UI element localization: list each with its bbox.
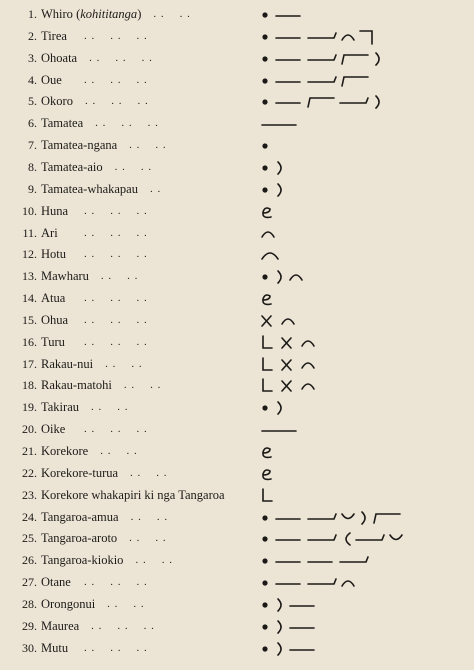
paren-mark	[278, 162, 281, 174]
entry-number: 7.	[28, 138, 37, 153]
entry-number: 6.	[28, 116, 37, 131]
dot-leader: . . . .	[130, 510, 169, 523]
list-item	[0, 549, 474, 571]
smile-mark	[342, 514, 354, 519]
moon-phase-marks	[0, 637, 474, 659]
dot-mark	[262, 275, 267, 280]
hook-dash-mark	[308, 98, 334, 107]
list-item	[0, 593, 474, 615]
entry-number: 16.	[22, 334, 37, 349]
entry-name-text: Otane	[41, 575, 71, 590]
hook-dash-mark	[374, 514, 400, 523]
dot-leader: . . . .	[100, 445, 138, 457]
open-curve-mark	[346, 533, 350, 545]
dot-leader: . . . .	[130, 466, 168, 479]
entry-number: 28.	[22, 596, 37, 611]
list-item	[0, 156, 474, 178]
list-item	[0, 374, 474, 396]
entry-name-text: Tirea	[41, 28, 67, 43]
moon-phase-marks	[0, 156, 474, 178]
entry-number: 12.	[22, 247, 37, 262]
moon-phase-marks	[0, 178, 474, 200]
entry-number: 18.	[22, 378, 37, 393]
entry-name-text: Okoro	[41, 94, 73, 109]
entry-number: 2.	[28, 28, 37, 43]
moon-phase-marks	[0, 69, 474, 91]
entry-name-text: Ohua	[41, 312, 69, 327]
entry-name-text: Korekore	[41, 444, 89, 458]
list-item	[0, 178, 474, 200]
entry-number: 10.	[22, 203, 37, 218]
cross-mark	[282, 381, 291, 391]
moon-phase-marks	[0, 418, 474, 440]
list-item	[0, 200, 474, 222]
dot-mark	[262, 34, 267, 39]
entry-name-text: Tamatea-whakapau	[41, 181, 138, 196]
dot-leader: . .	[150, 182, 162, 195]
moon-phase-marks	[0, 506, 474, 528]
bracket-mark	[360, 31, 372, 44]
ce-mark	[263, 295, 271, 304]
entry-name-text: Tangaroa-amua	[41, 509, 119, 524]
entry-name-text: Whiro	[41, 7, 73, 21]
list-item	[0, 134, 474, 156]
moon-phase-marks	[0, 527, 474, 549]
dot-leader: . . . . . .	[91, 619, 155, 632]
entry-name-text: Korekore-turua	[41, 465, 119, 480]
hook-dash-mark	[342, 55, 368, 64]
moon-phase-marks	[0, 90, 474, 112]
dot-leader: . . . . . .	[95, 117, 159, 130]
dot-leader: . . . . . .	[84, 226, 148, 239]
list-item	[0, 527, 474, 549]
list-item	[0, 637, 474, 659]
entry-name-text: Tangaroa-kiokio	[41, 553, 124, 568]
entry-number: 23.	[22, 487, 37, 502]
entry-number: 11.	[22, 225, 37, 240]
entry-name-text: Ari	[41, 225, 58, 240]
entry-name: Whiro (kohititanga)	[41, 7, 142, 21]
arch-mark	[262, 232, 274, 237]
cross-mark	[282, 338, 291, 348]
list-item	[0, 440, 474, 462]
moon-phase-marks	[0, 331, 474, 353]
arch-mark	[290, 275, 302, 280]
entry-name-text: Tangaroa-aroto	[41, 531, 118, 546]
entry-name-text: Mawharu	[41, 269, 89, 284]
moon-phase-marks	[0, 112, 474, 134]
dot-leader: . . . . . .	[89, 51, 153, 64]
dot-leader: . . . . . .	[84, 204, 148, 217]
ce-mark	[263, 448, 271, 457]
dash-hook-mark	[308, 535, 336, 540]
dot-mark	[262, 56, 267, 61]
dot-mark	[262, 559, 267, 564]
entry-number: 29.	[22, 618, 37, 633]
list-item	[0, 25, 474, 47]
dash-hook-mark	[308, 514, 336, 519]
dot-leader: . . . . . .	[84, 73, 148, 86]
list-item	[0, 69, 474, 91]
paren-mark	[278, 271, 281, 283]
ell-mark	[263, 358, 272, 370]
dot-leader: . . . .	[153, 8, 191, 20]
dot-leader: . . . .	[129, 139, 167, 152]
entry-number: 17.	[22, 356, 37, 371]
moon-phase-marks	[0, 287, 474, 309]
list-item	[0, 418, 474, 440]
ell-mark	[263, 489, 272, 501]
dot-mark	[262, 406, 267, 411]
dot-leader: . . . .	[105, 357, 143, 370]
entry-number: 9.	[28, 181, 37, 196]
entry-number: 26.	[22, 553, 37, 568]
entry-number: 15.	[22, 312, 37, 327]
moon-phase-marks	[0, 396, 474, 418]
entry-name-text: Oike	[41, 422, 66, 437]
entry-name-text: Hotu	[41, 247, 66, 262]
moon-phase-marks	[0, 593, 474, 615]
dot-leader: . . . .	[100, 270, 139, 283]
arch-mark	[342, 35, 354, 40]
dot-leader: . . . . . .	[84, 641, 148, 654]
paren-mark	[278, 643, 281, 655]
dot-mark	[262, 143, 267, 148]
dot-leader: . . . .	[91, 401, 129, 414]
list-item	[0, 243, 474, 265]
paren-mark	[376, 96, 379, 108]
dot-mark	[262, 165, 267, 170]
entry-name-text: Huna	[41, 203, 69, 218]
arch-mark	[302, 384, 314, 389]
ce-mark	[263, 470, 271, 479]
moon-phase-marks	[0, 462, 474, 484]
entry-note: kohititanga	[80, 7, 138, 21]
list-item	[0, 331, 474, 353]
dot-leader: . . . . . .	[84, 313, 148, 326]
entry-name-text: Maurea	[41, 618, 80, 633]
dot-mark	[262, 100, 267, 105]
entry-name-text: Oue	[41, 72, 62, 87]
entry-name-text: Turu	[41, 334, 65, 349]
entry-number: 13.	[22, 269, 37, 284]
list-item	[0, 571, 474, 593]
dot-mark	[262, 12, 267, 17]
dash-hook-mark	[340, 557, 368, 562]
dot-leader: . . . . . .	[84, 292, 148, 305]
entry-number: 21.	[22, 444, 37, 458]
moon-phase-marks	[0, 47, 474, 69]
dot-leader: . . . . . .	[84, 576, 148, 589]
list-item	[0, 47, 474, 69]
arch-mark	[262, 253, 278, 259]
entry-name-text: Tamatea	[41, 116, 84, 131]
cross-mark	[262, 316, 271, 326]
entry-number: 30.	[22, 640, 37, 655]
moon-phase-marks	[0, 25, 474, 47]
arch-mark	[302, 341, 314, 346]
entry-name-text: Atua	[41, 291, 66, 306]
moon-phase-marks	[0, 549, 474, 571]
list-item	[0, 90, 474, 112]
entry-name-text: Ohoata	[41, 50, 78, 65]
entry-name-text: Korekore whakapiri ki nga Tangaroa	[41, 487, 225, 502]
entry-name-text: Takirau	[41, 400, 79, 415]
dot-leader: . . . . . .	[84, 335, 148, 348]
moon-phase-marks	[0, 222, 474, 244]
moon-phase-marks	[0, 200, 474, 222]
entry-number: 5.	[28, 94, 37, 109]
paren-mark	[278, 402, 281, 414]
entry-name-text: Tamatea-aio	[41, 159, 103, 174]
dash-hook-mark	[356, 535, 384, 540]
list-item	[0, 309, 474, 331]
entry-name-text: Tamatea-ngana	[41, 138, 118, 153]
moon-phase-marks	[0, 374, 474, 396]
moon-phase-marks	[0, 440, 474, 462]
dot-mark	[262, 515, 267, 520]
arch-mark	[342, 581, 354, 586]
dot-mark	[262, 187, 267, 192]
entry-number: 24.	[22, 509, 37, 524]
entry-name-text: Orongonui	[41, 596, 96, 611]
entry-name-text: Rakau-nui	[41, 356, 94, 371]
ce-mark	[263, 208, 271, 217]
smile-mark	[390, 535, 402, 540]
dot-mark	[262, 580, 267, 585]
hook-dash-mark	[342, 77, 368, 86]
list-item	[0, 462, 474, 484]
dot-leader: . . . . . .	[84, 248, 148, 261]
entry-number: 8.	[28, 159, 37, 174]
dot-leader: . . . .	[114, 160, 153, 173]
moon-phase-marks	[0, 265, 474, 287]
entry-number: 4.	[28, 72, 37, 87]
ell-mark	[263, 379, 272, 391]
entry-number: 20.	[22, 422, 37, 437]
paren-mark	[278, 184, 281, 196]
moon-phase-marks	[0, 243, 474, 265]
paren-mark	[278, 621, 281, 633]
moon-phase-marks	[0, 571, 474, 593]
list-item	[0, 287, 474, 309]
list-item	[0, 112, 474, 134]
entry-number: 27.	[22, 575, 37, 590]
dash-hook-mark	[308, 33, 336, 38]
dash-hook-mark	[308, 579, 336, 584]
dot-leader: . . . .	[129, 532, 167, 545]
list-item	[0, 222, 474, 244]
entry-name-text: Rakau-matohi	[41, 378, 112, 393]
list-item	[0, 3, 474, 25]
list-item	[0, 506, 474, 528]
dot-mark	[262, 646, 267, 651]
cross-mark	[282, 360, 291, 370]
moon-phase-marks	[0, 309, 474, 331]
paren-mark	[376, 53, 379, 65]
moon-phase-marks	[0, 615, 474, 637]
dot-leader: . . . .	[135, 554, 173, 567]
arch-mark	[282, 319, 294, 324]
entry-name-text: Mutu	[41, 640, 69, 655]
dot-leader: . . . .	[107, 597, 145, 610]
dot-leader: . . . . . .	[84, 95, 149, 108]
dash-hook-mark	[308, 77, 336, 82]
dot-leader: . . . . . .	[84, 423, 148, 436]
dot-leader: . . . .	[123, 379, 162, 392]
dot-mark	[262, 602, 267, 607]
list-item	[0, 615, 474, 637]
entry-number: 1.	[28, 7, 37, 21]
arch-mark	[302, 363, 314, 368]
entry-number: 14.	[22, 291, 37, 306]
entry-number: 25.	[22, 531, 37, 546]
dash-hook-mark	[340, 98, 368, 103]
paren-mark	[278, 599, 281, 611]
entry-number: 19.	[22, 400, 37, 415]
list-item	[0, 265, 474, 287]
moon-phase-marks	[0, 3, 474, 25]
dot-leader: . . . . . .	[84, 29, 148, 42]
moon-phase-marks	[0, 134, 474, 156]
list-item	[0, 396, 474, 418]
paren-mark	[362, 512, 365, 524]
dash-hook-mark	[308, 55, 336, 60]
list-item	[0, 353, 474, 375]
dot-mark	[262, 537, 267, 542]
dot-mark	[262, 78, 267, 83]
entry-number: 22.	[22, 465, 37, 480]
list-item	[0, 484, 474, 506]
moon-phase-marks	[0, 484, 474, 506]
moon-phase-marks	[0, 353, 474, 375]
dot-mark	[262, 624, 267, 629]
entry-number: 3.	[28, 50, 37, 65]
ell-mark	[263, 336, 272, 348]
